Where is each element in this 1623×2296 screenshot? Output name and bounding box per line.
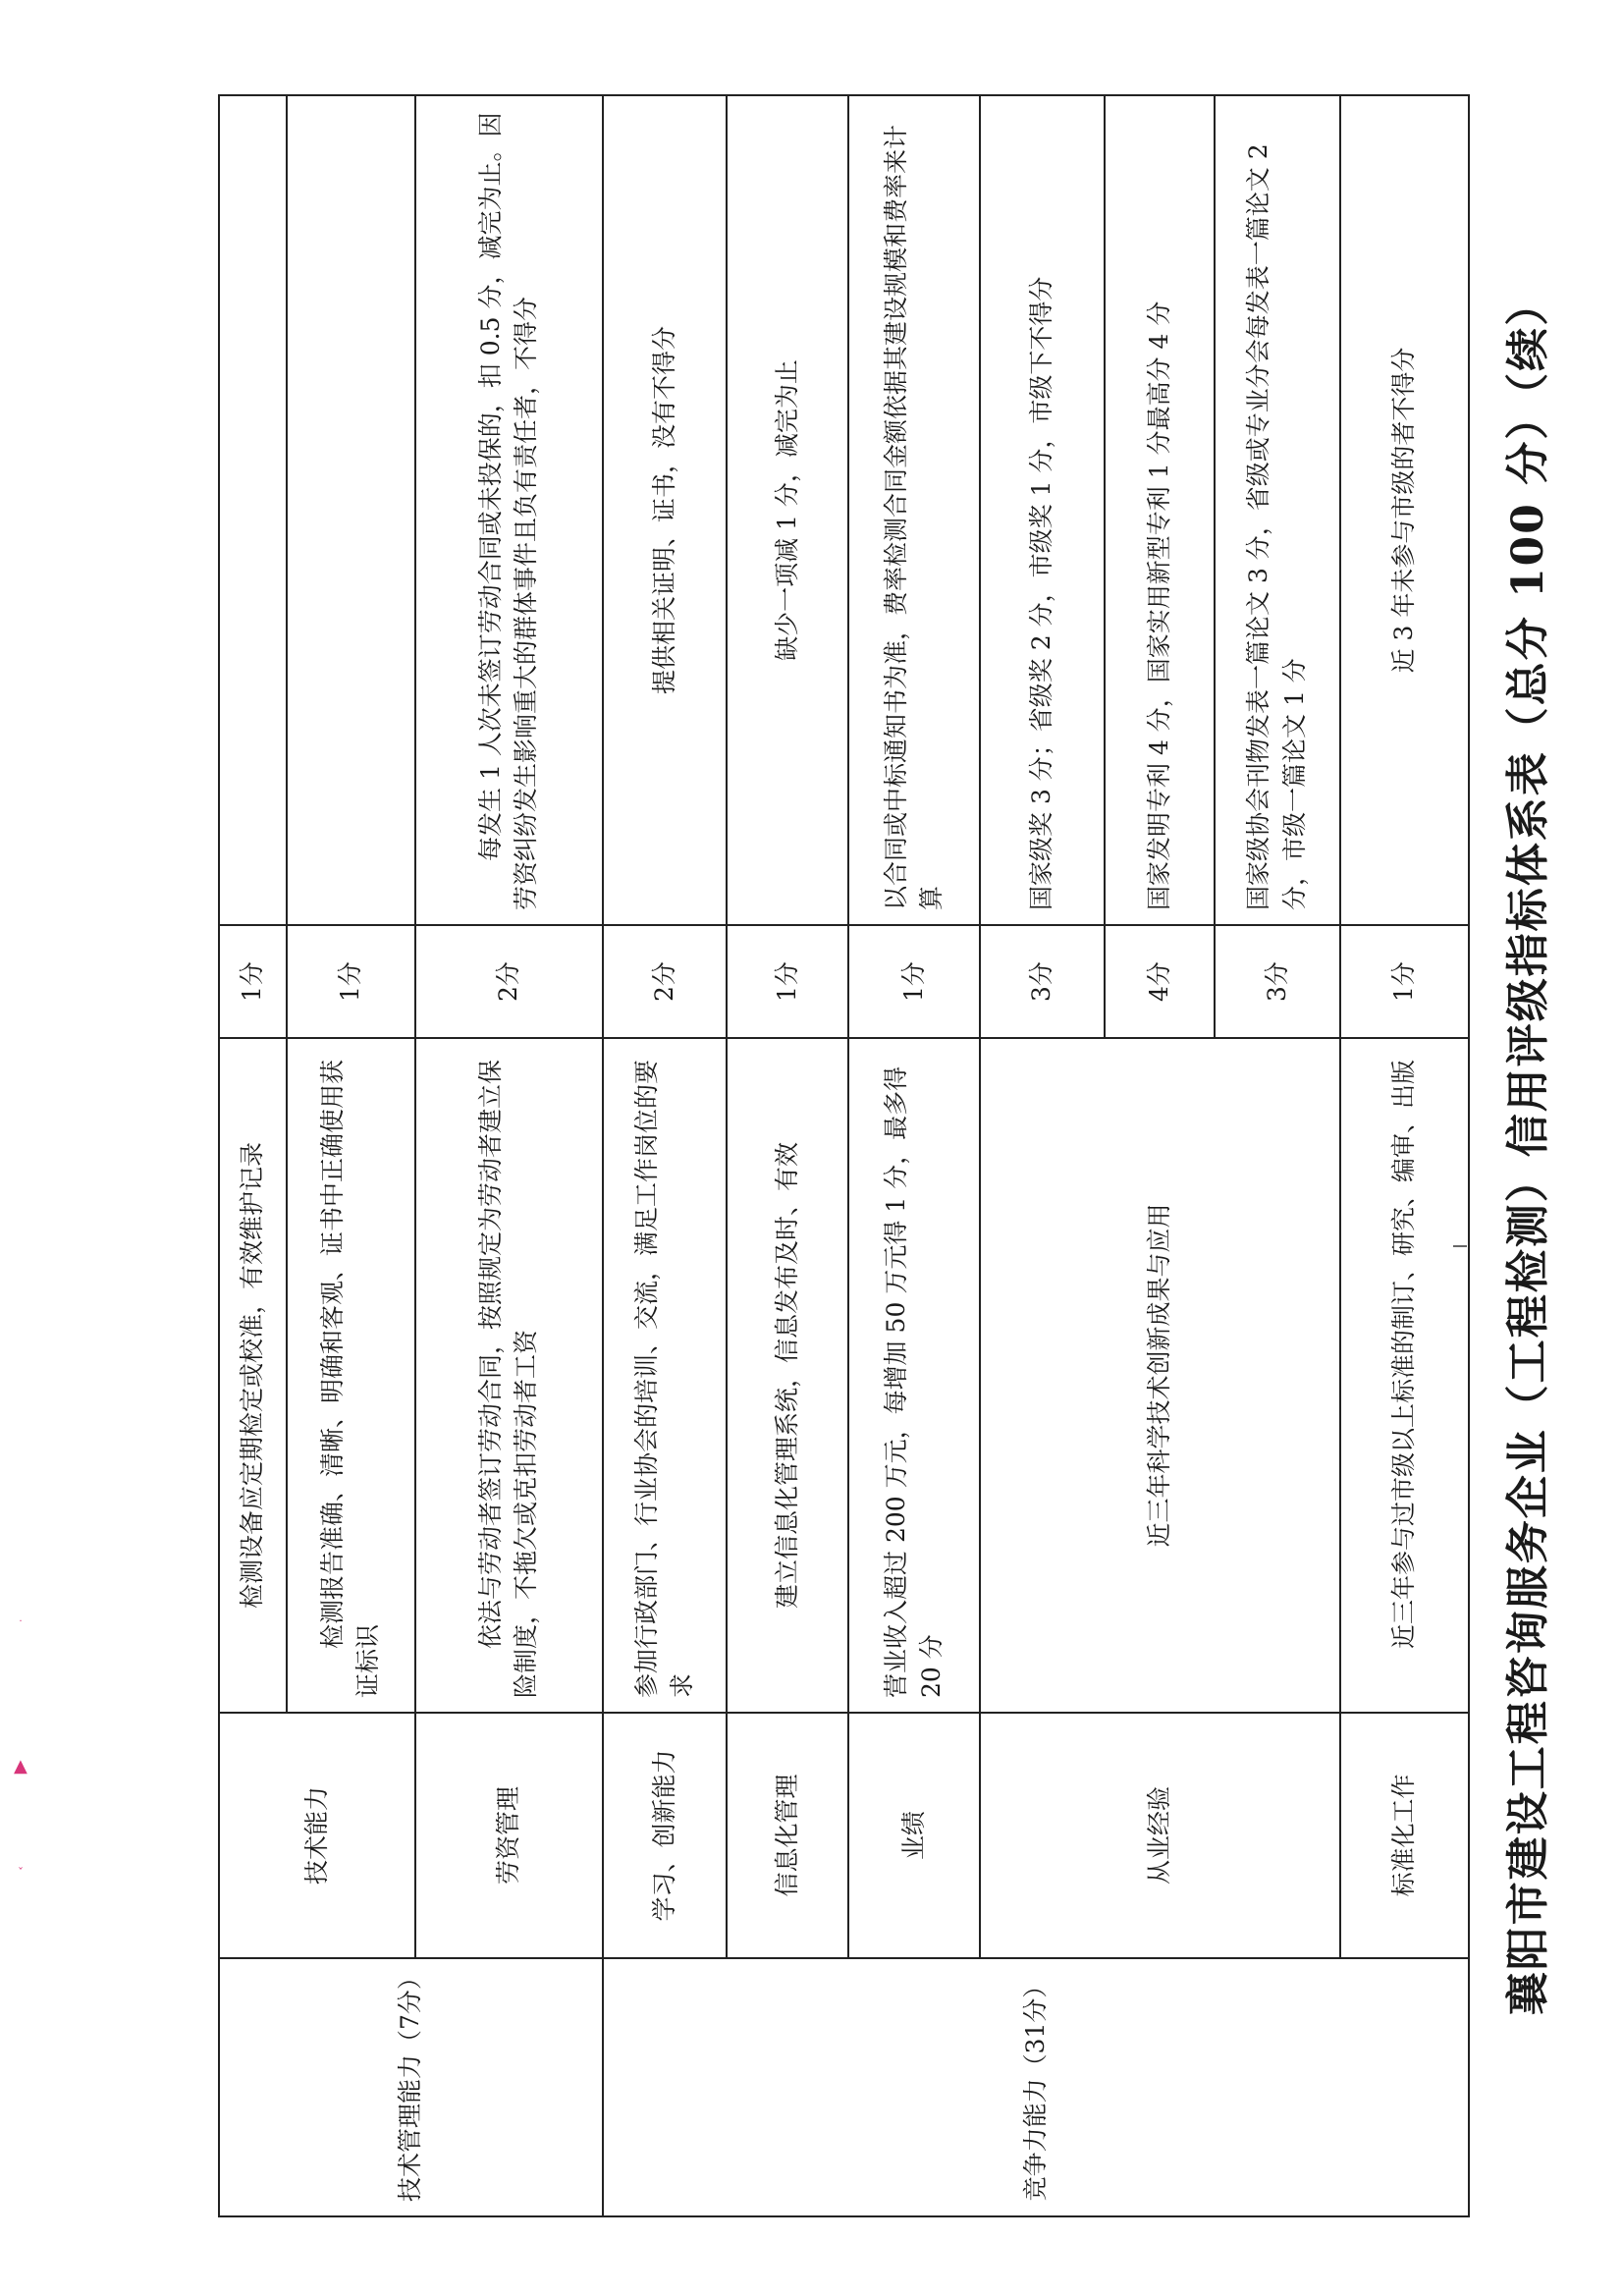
rule-cell: 以合同或中标通知书为准，费率检测合同金额依据其建设规模和费率来计算	[848, 95, 980, 925]
requirement-cell: 建立信息化管理系统，信息发布及时、有效	[727, 1038, 848, 1713]
score-cell: 2分	[603, 925, 728, 1038]
score-cell: 4分	[1105, 925, 1215, 1038]
rating-table	[218, 94, 1470, 2217]
table-row	[980, 95, 1105, 2216]
category-cell: 竞争力能力（31分）	[603, 1958, 1469, 2216]
rule-cell: 国家发明专利 4 分，国家实用新型专利 1 分最高分 4 分	[1105, 95, 1215, 925]
item-cell: 技术能力	[219, 1713, 415, 1958]
red-stamp-fragment: ▲	[14, 1756, 27, 1777]
red-mark-dot: ˇ	[18, 1866, 24, 1880]
rule-cell: 近 3 年未参与市级的者不得分	[1340, 95, 1469, 925]
score-cell: 1分	[727, 925, 848, 1038]
requirement-cell: 依法与劳动者签订劳动合同，按照规定为劳动者建立保险制度，不拖欠或克扣劳动者工资	[415, 1038, 603, 1713]
table-row	[727, 95, 848, 2216]
table-row	[219, 95, 287, 2216]
item-cell: 从业经验	[980, 1713, 1340, 1958]
page-title: 襄阳市建设工程咨询服务企业（工程检测）信用评级指标体系表（总分 100 分）（续）	[1503, 280, 1553, 2016]
requirement-cell: 近三年科学技术创新成果与应用	[980, 1038, 1340, 1713]
rule-cell: 国家级协会刊物发表一篇论文 3 分，省级或专业分会每发表一篇论文 2 分，市级一篇论文 1 分	[1215, 95, 1340, 925]
item-cell: 标准化工作	[1340, 1713, 1469, 1958]
requirement-cell: 参加行政部门、行业协会的培训、交流，满足工作岗位的要求	[603, 1038, 728, 1713]
requirement-cell: 检测设备应定期检定或校准，有效维护记录	[219, 1038, 287, 1713]
red-mark-dot: ˙	[18, 1618, 24, 1632]
requirement-cell: 近三年参与过市级以上标准的制订、研究、编审、出版	[1340, 1038, 1469, 1713]
score-cell: 1分	[219, 925, 287, 1038]
item-cell: 学习、创新能力	[603, 1713, 728, 1958]
rule-cell: 每发生 1 人次未签订劳动合同或未投保的，扣 0.5 分，减完为止。因劳资纠纷发生影响重大的群体事件且负有责任者，不得分	[415, 95, 603, 925]
table-row	[1340, 95, 1469, 2216]
category-cell: 技术管理能力（7分）	[219, 1958, 603, 2216]
score-cell: 1分	[287, 925, 415, 1038]
item-cell: 业绩	[848, 1713, 980, 1958]
requirement-cell: 营业收入超过 200 万元，每增加 50 万元得 1 分，最多得 20 分	[848, 1038, 980, 1713]
table-row	[603, 95, 728, 2216]
rule-cell: 缺少一项减 1 分，减完为止	[727, 95, 848, 925]
requirement-cell: 检测报告准确、清晰、明确和客观、证书中正确使用获证标识	[287, 1038, 415, 1713]
item-cell: 劳资管理	[415, 1713, 603, 1958]
score-cell: 3分	[1215, 925, 1340, 1038]
score-cell: 1分	[848, 925, 980, 1038]
score-cell: 1分	[1340, 925, 1469, 1038]
rule-cell	[287, 95, 415, 925]
score-cell: 2分	[415, 925, 603, 1038]
score-cell: 3分	[980, 925, 1105, 1038]
item-cell: 信息化管理	[727, 1713, 848, 1958]
rule-cell	[219, 95, 287, 925]
rule-cell: 国家级奖 3 分；省级奖 2 分，市级奖 1 分，市级下不得分	[980, 95, 1105, 925]
table-row	[848, 95, 980, 2216]
table-row	[415, 95, 603, 2216]
rule-cell: 提供相关证明、证书，没有不得分	[603, 95, 728, 925]
